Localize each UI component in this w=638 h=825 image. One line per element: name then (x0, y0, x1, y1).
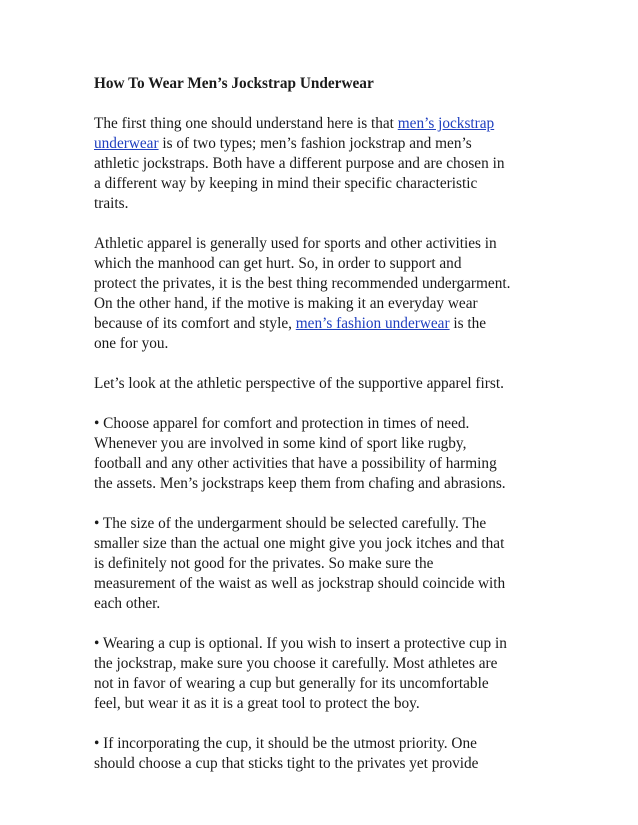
paragraph-bullet-cup-priority (94, 734, 564, 774)
text-line: the assets. Men’s jockstraps keep them from chafing and abrasions. (94, 475, 506, 492)
mens-fashion-underwear-link[interactable]: men’s fashion underwear (295, 315, 450, 332)
text-line: • Wearing a cup is optional. If you wish to insert a protective cup in (94, 635, 507, 652)
paragraph-bullet-size (94, 514, 564, 614)
paragraph-bullet-cup-optional (94, 634, 564, 714)
text-line: • Choose apparel for comfort and protection in times of need. (94, 415, 470, 432)
text-line: measurement of the waist as well as jockstrap should coincide with (94, 575, 506, 592)
text-line: Whenever you are involved in some kind of sport like rugby, (94, 435, 467, 452)
text-line: a different way by keeping in mind their specific characteristic (94, 175, 478, 192)
text-line: the jockstrap, make sure you choose it carefully. Most athletes are (94, 655, 498, 672)
mens-jockstrap-underwear-link[interactable]: men’s jockstrap (397, 115, 495, 132)
text-line: which the manhood can get hurt. So, in order to support and (94, 255, 462, 272)
text-line: • The size of the undergarment should be selected carefully. The (94, 515, 487, 532)
mens-jockstrap-underwear-link-cont[interactable]: underwear (94, 135, 159, 152)
text-line: The first thing one should understand here is that men’s jockstrap (94, 115, 495, 132)
text-line: because of its comfort and style, men’s fashion underwear is the (94, 315, 487, 332)
document-title: How To Wear Men’s Jockstrap Underwear (94, 75, 374, 92)
paragraph-athletic-apparel (94, 234, 564, 354)
text-line: each other. (94, 595, 161, 612)
paragraph-intro (94, 114, 564, 214)
text-line: • If incorporating the cup, it should be the utmost priority. One (94, 735, 477, 752)
paragraph-athletic-perspective (94, 374, 564, 394)
text-line: one for you. (94, 335, 169, 352)
text-line: Athletic apparel is generally used for sports and other activities in (94, 235, 497, 252)
text-line: traits. (94, 195, 129, 212)
text-line: should choose a cup that sticks tight to the privates yet provide (94, 755, 479, 772)
paragraph-bullet-comfort (94, 414, 564, 494)
text-line: underwear is of two types; men’s fashion jockstrap and men’s (94, 135, 472, 152)
text-line: football and any other activities that have a possibility of harming (94, 455, 497, 472)
text-line: protect the privates, it is the best thing recommended undergarment. (94, 275, 511, 292)
text-line: smaller size than the actual one might give you jock itches and that (94, 535, 505, 552)
text-line: not in favor of wearing a cup but generally for its uncomfortable (94, 675, 489, 692)
text-line: Let’s look at the athletic perspective of the supportive apparel first. (94, 375, 504, 392)
text-line: is definitely not good for the privates. So make sure the (94, 555, 434, 572)
text-line: On the other hand, if the motive is making it an everyday wear (94, 295, 478, 312)
text-line: athletic jockstraps. Both have a different purpose and are chosen in (94, 155, 505, 172)
document-page (94, 74, 564, 794)
text-line: feel, but wear it as it is a great tool to protect the boy. (94, 695, 420, 712)
